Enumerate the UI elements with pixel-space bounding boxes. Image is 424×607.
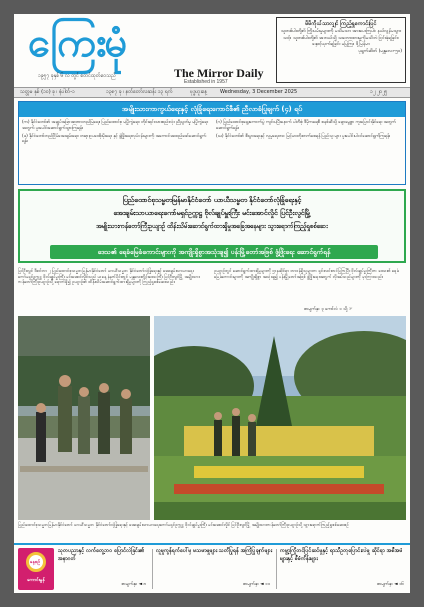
dateline <box>14 87 410 98</box>
slogan-title: မိမိကိုယ်သာလျှင် ကြည့်ရှုကောင်းပြင် <box>305 21 377 27</box>
teaser-2-text: လူမှုကွန်ရက်ပေါ်မှ မသမာမှုများ သတိပြုရန် အကြံပြုချက်များ <box>156 548 272 554</box>
dateline-en-date: Wednesday, 3 December 2025 <box>220 89 298 95</box>
objective-item: (က) နိုင်ငံတော်၏ အချုပ်အခြာအာဏာတည်မြဲရေး၊ ပြည်ထောင်စု မပြိုကွဲရေး၊ တိုင်းရင်းသားစည်းလုံး ညီညွတ်မှု မပြိုကွဲရေး အတွက် ပူးပေါင်းဆောင်ရွက်သွားကြရန်။ <box>22 120 208 131</box>
teaser-3-page: စာမျက်နှာ ◄ ၁၆ <box>377 582 404 587</box>
headline-line-1: ပြည်ထောင်စုသမ္မတမြန်မာနိုင်ငံတော် ယာယီသမ္မတ နိုင်ငံတော်လုံခြုံရေးနှင့် <box>122 196 302 204</box>
newspaper-page <box>14 14 410 593</box>
objectives-left <box>22 120 208 145</box>
thumb-label: ကောင်းမွန် <box>27 578 45 583</box>
slogan-text: သူတစ်ပါးတို့၏ ကြိုးပမ်းမှုများကို မသိမသာ အားပေးကြပါ။ နယ်လွန်မသွားသင့်။ သူတစ်ပါးတို့၏ အဘယ်သို့ သဘောထားမှုကိုမသိဘဲ ငြင်းခုံရခြင်း၊ နှောင့်ယှက်ရခြင်း မပြုကြ။ ဒို့မြန်မာ <box>280 28 402 48</box>
english-title: The Mirror Daily <box>174 66 264 80</box>
teaser-1[interactable] <box>58 547 150 591</box>
national-objectives-box <box>18 101 406 185</box>
established-note: Established in 1957 <box>184 79 228 85</box>
objective-item: (ဃ) နိုင်ငံတော်၏ စီးပွားရေးနှင့် လူမှုရေးဘဝ မြင့်မားတိုးတက်စေရန် ပြည်သူ များ ပူးပေါင်းပါဝင်ဆောင်ရွက်ကြရန်။ <box>216 133 391 139</box>
article-col-right: ဥယျာဉ်တွင် ဆောင်ရွက်ထားရှိမှုများကို ဌာနဆိုင်ရာ တာဝန်ရှိသူများက ရှင်းလင်းတင်ပြကြပြီး ဗိုလ်ချုပ်မှူးကြီးက ဒေသ၏ ရေခံမြေခံကောင်းများကို အကျိုးရှိစွာ အသုံးချ၍ ပန်းမြို့တော်အဖြစ် ဖွံ့ဖြိုးရေးအတွက် လိုအပ်သည်များကို မှာကြားသည်။ <box>214 268 399 279</box>
slogan-footer: ပုရွက်ဆိတ် (မန္တလေး-၅၀) <box>358 49 402 55</box>
masthead <box>14 14 410 87</box>
masthead-subtitle: ၁၉၅၇ ခုနှစ် ၆ လ တွင် စတင်ထုတ်ဝေသည် <box>38 73 116 79</box>
teaser-divider <box>276 549 277 589</box>
photo-caption: ပြည်ထောင်စုသမ္မတမြန်မာနိုင်ငံတော် ယာယီသမ္မတ နိုင်ငံတော်လုံခြုံရေးနှင့် အေးချမ်းသာယာရေးကော်မရှင်ဥက္ကဋ္ဌ ဗိုလ်ချုပ်မှူးကြီး မင်းအောင်လှိုင် ပြင်ဦးလွင်မြို့ အမျိုးသားကန်တော်ကြီးဥယျာဉ်သို့ သွားရောက်ကြည့်ရှုစစ်ဆေးစဉ် <box>18 522 349 527</box>
lead-headline-box <box>18 189 406 263</box>
teaser-thumbnail[interactable] <box>18 548 54 590</box>
headline-line-2: အေးချမ်းသာယာရေးကော်မရှင်ဥက္ကဋ္ဌ ဗိုလ်ချုပ်မှူးကြီး မင်းအောင်လှိုင် ပြင်ဦးလွင်မြို့ <box>113 209 311 217</box>
teaser-1-text: သုတပညာနှင့် လက်တွေ့ဘဝ ပြောင်လဲခြင်း၏ အနာဂတ် <box>58 548 145 562</box>
teaser-2[interactable] <box>156 547 274 591</box>
dateline-issue: သတ္တမ နှစ် (၁၀) ခု ၊ နံပါတ်-၁ <box>20 89 75 95</box>
teaser-divider <box>152 549 153 589</box>
headline-subhead: ဒေသ၏ ရေခံမြေခံကောင်းများကို အကျိုးရှိစွာအသုံးချ၍ ပန်းမြို့တော်အဖြစ် ဖွံ့ဖြိုးရေး ဆောင်ရွက်ရန် <box>50 245 378 259</box>
article-col-left: ပြင်ဦးလွင် ဒီဇင်ဘာ ၂ ပြည်ထောင်စုသမ္မတမြန်မာနိုင်ငံတော် ယာယီသမ္မတ နိုင်ငံတော်လုံခြုံရေးနှင့် အေးချမ်းသာယာရေးကော်မရှင်ဥက္ကဋ္ဌ ဗိုလ်ချုပ်မှူးကြီး မင်းအောင်လှိုင်သည် ယနေ့ နံနက်ပိုင်းတွင် မန္တလေးတိုင်းဒေသကြီး ပြင်ဦးလွင်မြို့ အမျိုးသားကန်တော်ကြီးဥယျာဉ်သို့ ရောက်ရှိ၍ ဥယျာဉ်၏ ထိန်းသိမ်းဆောင်ရွက်ထားရှိမှုများကို ကြည့်ရှုစစ်ဆေးသည်။ <box>18 268 200 285</box>
teaser-2-page: စာမျက်နှာ ◄ ၁၁ <box>243 582 270 587</box>
objectives-title: အမျိုးသားကာကွယ်ရေးနှင့် လုံခြုံရေးကောင်စီ၏ ညီလာခံပြုချက် (၄) ရပ် <box>19 102 405 117</box>
photo-botanical-garden <box>154 316 406 520</box>
badge-ring-icon <box>26 552 46 572</box>
objective-item: (ဂ) ပြည်ထောင်စုရွေးကောက်ပွဲ ကျင်းပပြီးနောက် ပါတီစုံ ဒီမိုကရေစီ စနစ်ဆီသို့ ချောမွေ့စွာ ကူးပြောင်းနိုင်ရေး အတွက် ဆောင်ရွက်ရန်။ <box>216 120 396 131</box>
dateline-mm-date: ၁၃၈၇ ခု ၊ နတ်တော်လဆန်း ၁၃ ရက် <box>106 89 173 95</box>
bottom-divider <box>14 543 410 545</box>
headline-line-3: အမျိုးသားကန်တော်ကြီးဥယျာဉ် ထိန်းသိမ်းဆောင်ရွက်ထားရှိမှုအခြေအနေများ သွားရောက်ကြည့်ရှုစစ်ဆေး <box>96 223 328 230</box>
dateline-page: ၁၂ ၂၀၂၅ <box>370 89 388 95</box>
teaser-3[interactable] <box>280 547 408 591</box>
continued-note[interactable]: စာမျက်နှာ ၃ ကော်လံ ၁ သို့ ☞ <box>304 307 353 312</box>
teaser-1-page: စာမျက်နှာ ◄ ၈ <box>121 582 146 587</box>
newspaper-logo: ကြေးမုံ <box>28 19 126 66</box>
dateline-weekday: ဗုဒ္ဓဟူးနေ့ <box>190 89 207 95</box>
thumb-badge-text: နေ့စဉ် <box>30 560 41 565</box>
photo-official-inspection <box>18 316 150 520</box>
slogan-box <box>276 17 406 83</box>
objective-item: (ခ) နိုင်ငံတော်တည်ငြိမ်အေးချမ်းရေး၊ တရားဥပဒေစိုးမိုးရေး နှင့် ဖွံ့ဖြိုးရေးလုပ်ငန်းများကို အကောင်အထည်ဖော်ဆောင်ရွက်ရန်။ <box>22 133 207 145</box>
objectives-right <box>216 120 402 139</box>
teaser-3-text: ကမ္ဘာ့ကြိုတင်ပြင်ဆင်မှုနှင့် ရာသီဥတုပြောင်းလဲမှု ဆိုင်ရာ အစီအမံများနှင့် စီမံကိန်းများ <box>280 548 403 562</box>
